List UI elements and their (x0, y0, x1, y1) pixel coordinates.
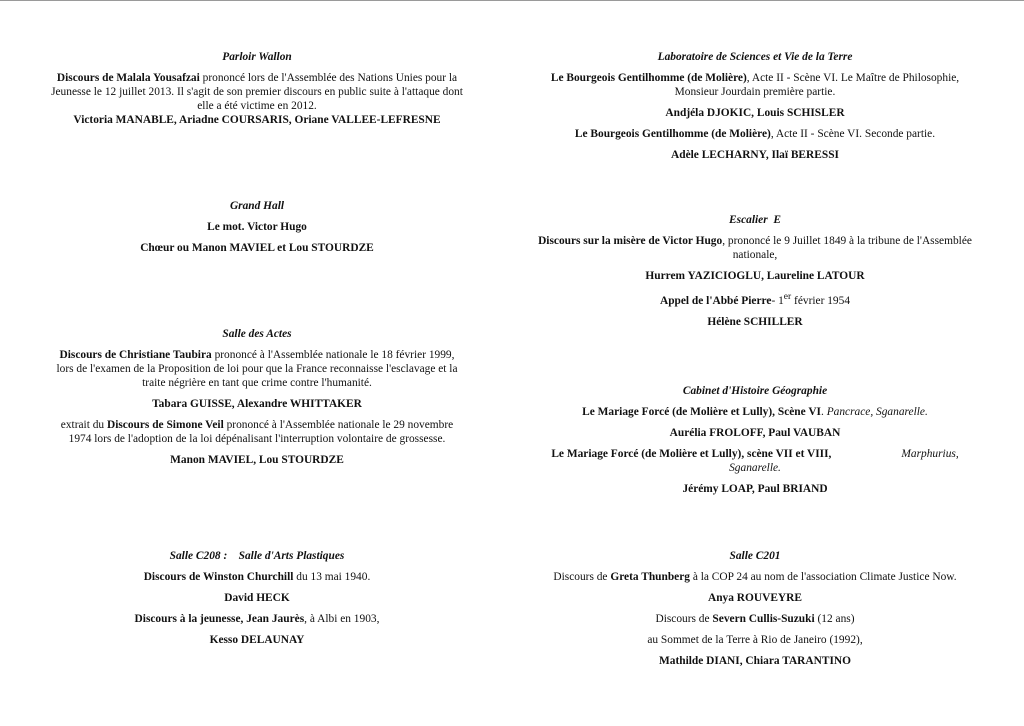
play-description (536, 447, 974, 475)
top-border (0, 0, 1024, 1)
play-details: , Acte II - Scène VI. Seconde partie. (770, 128, 936, 140)
ordinal-suffix: er (783, 292, 792, 302)
section-heading: Cabinet d'Histoire Géographie (682, 385, 828, 397)
speech-title: Appel de l'Abbé Pierre (659, 294, 772, 307)
section-salle-c201 (536, 549, 974, 675)
speech-details: à la COP 24 au nom de l'association Climate Justice Now. (689, 571, 957, 583)
speech-description (50, 418, 464, 446)
speech-prefix: Discours de (655, 613, 713, 625)
section-heading: Salle des Actes (222, 328, 292, 340)
play-characters: Marphurius, Sganarelle. (729, 448, 959, 474)
section-heading: Escalier E (729, 214, 781, 226)
play-details: , Acte II - Scène VI. Le Maître de Philosophie, Monsieur Jourdain première partie. (674, 72, 960, 98)
speech-description (50, 570, 464, 584)
performers: Andjéla DJOKIC, Louis SCHISLER (665, 107, 845, 119)
speech-title: Discours de Simone Veil (106, 419, 224, 431)
speech-details: au Sommet de la Terre à Rio de Janeiro (1992), (647, 634, 863, 646)
section-salle-c208 (50, 549, 464, 654)
speech-details: prononcé à l'Assemblée nationale le 18 février 1999, lors de l'examen de la Proposition de loi pour que la France reconnaisse l'esclavage et la traite négrière en tant que crime contre l'humanité. (56, 349, 458, 389)
speaker-name: Severn Cullis-Suzuki (712, 613, 815, 625)
play-separator: . (821, 406, 827, 418)
speech-title: Discours sur la misère de Victor Hugo (538, 235, 723, 247)
speaker-age: (12 ans) (814, 613, 855, 625)
play-description (536, 405, 974, 419)
speech-description (536, 612, 974, 626)
speech-description (50, 612, 464, 626)
speech-description (50, 348, 464, 390)
speech-prefix: Discours de (553, 571, 611, 583)
section-laboratoire-svt (536, 50, 974, 169)
speech-details: prononcé lors de l'Assemblée des Nations Unies pour la Jeunesse le 12 juillet 2013. Il s'agit de son premier discours en public suite à l'attaque dont elle a été victime en 2012. (51, 72, 463, 112)
speech-prefix: extrait du (60, 419, 107, 431)
speaker-name: Greta Thunberg (610, 571, 690, 583)
speech-description (50, 71, 464, 113)
speech-details: du 13 mai 1940. (293, 571, 371, 583)
play-title: Le Mariage Forcé (de Molière et Lully), scène VII et VIII, (551, 448, 832, 460)
performers: Adèle LECHARNY, Ilaï BERESSI (671, 149, 839, 161)
play-title: Le Bourgeois Gentilhomme (de Molière) (574, 128, 771, 140)
play-description (536, 71, 974, 99)
play-characters: Pancrace, Sganarelle. (826, 406, 928, 418)
play-description (536, 127, 974, 141)
performers: Tabara GUISSE, Alexandre WHITTAKER (152, 398, 362, 410)
play-title: Le Bourgeois Gentilhomme (de Molière) (550, 72, 747, 84)
section-cabinet-histoire-geo (536, 384, 974, 503)
section-parloir-wallon (50, 50, 464, 134)
play-title: Le Mariage Forcé (de Molière et Lully), Scène VI (582, 406, 821, 418)
work-title: Le mot. Victor Hugo (207, 221, 307, 233)
section-salle-des-actes (50, 327, 464, 474)
section-heading: Salle C208 : Salle d'Arts Plastiques (169, 550, 345, 562)
section-heading: Laboratoire de Sciences et Vie de la Terre (657, 51, 853, 63)
performers: Hélène SCHILLER (707, 315, 803, 328)
speech-details: prononcé à l'Assemblée nationale le 29 novembre 1974 lors de l'adoption de la loi dépénalisant l'interruption volontaire de grossesse. (68, 419, 454, 445)
section-heading: Grand Hall (229, 200, 285, 212)
performers: Jérémy LOAP, Paul BRIAND (682, 483, 828, 495)
performers: Manon MAVIEL, Lou STOURDZE (170, 454, 344, 466)
speech-description (536, 234, 974, 262)
performers: Mathilde DIANI, Chiara TARANTINO (659, 655, 851, 667)
performers: Victoria MANABLE, Ariadne COURSARIS, Oriane VALLEE-LEFRESNE (73, 114, 441, 126)
speech-details: , à Albi en 1903, (304, 613, 380, 625)
speech-description (536, 290, 974, 308)
speech-title: Discours de Malala Yousafzai (56, 72, 200, 84)
performers: Hurrem YAZICIOGLU, Laureline LATOUR (645, 270, 865, 282)
speech-title: Discours de Christiane Taubira (59, 349, 212, 361)
speech-details: , prononcé le 9 Juillet 1849 à la tribune de l'Assemblée nationale, (722, 235, 972, 261)
speech-date: février 1954 (791, 294, 851, 307)
speech-date-prefix: - 1 (771, 294, 784, 307)
section-grand-hall (50, 199, 464, 262)
speech-description (536, 570, 974, 584)
section-escalier-e (536, 213, 974, 336)
performers: Kesso DELAUNAY (209, 634, 305, 646)
performers: Aurélia FROLOFF, Paul VAUBAN (669, 427, 841, 439)
performers: Chœur ou Manon MAVIEL et Lou STOURDZE (140, 242, 374, 254)
performers: David HECK (224, 592, 290, 604)
performers: Anya ROUVEYRE (708, 592, 802, 604)
speech-title: Discours de Winston Churchill (143, 571, 294, 583)
section-heading: Salle C201 (729, 550, 781, 562)
section-heading: Parloir Wallon (222, 51, 292, 63)
speech-title: Discours à la jeunesse, Jean Jaurès (134, 613, 305, 625)
